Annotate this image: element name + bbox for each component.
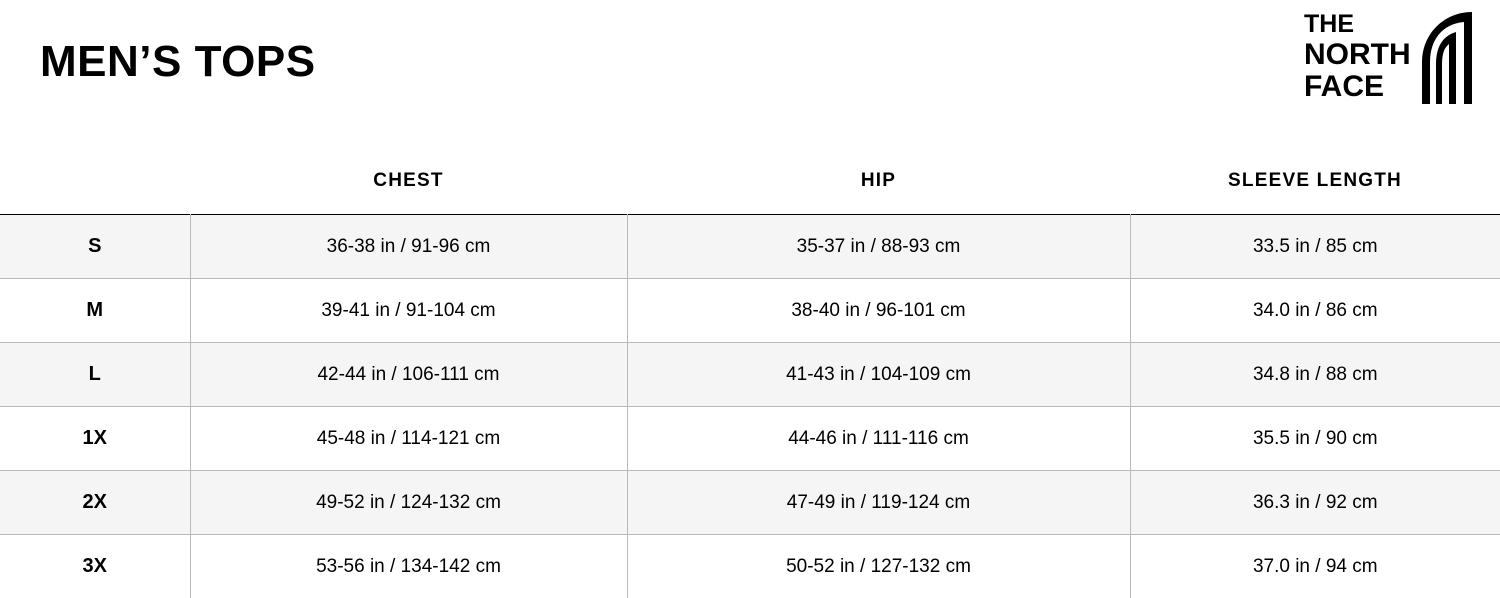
cell-sleeve: 34.0 in / 86 cm (1130, 279, 1500, 343)
cell-hip: 35-37 in / 88-93 cm (627, 215, 1130, 279)
cell-sleeve: 34.8 in / 88 cm (1130, 343, 1500, 407)
cell-chest: 45-48 in / 114-121 cm (190, 407, 627, 471)
column-header-chest: CHEST (190, 170, 627, 215)
column-header-sleeve-length: SLEEVE LENGTH (1130, 170, 1500, 215)
table-row (0, 471, 1500, 535)
page-title: MEN’S TOPS (40, 40, 316, 84)
cell-size: 2X (0, 471, 190, 535)
cell-sleeve: 36.3 in / 92 cm (1130, 471, 1500, 535)
table-row (0, 535, 1500, 598)
cell-sleeve: 37.0 in / 94 cm (1130, 535, 1500, 598)
cell-sleeve: 33.5 in / 85 cm (1130, 215, 1500, 279)
cell-size: M (0, 279, 190, 343)
svg-text:NORTH: NORTH (1304, 38, 1411, 71)
cell-size: 1X (0, 407, 190, 471)
cell-size: S (0, 215, 190, 279)
cell-sleeve: 35.5 in / 90 cm (1130, 407, 1500, 471)
cell-chest: 39-41 in / 91-104 cm (190, 279, 627, 343)
size-chart-table (0, 170, 1500, 598)
column-header-hip: HIP (627, 170, 1130, 215)
cell-chest: 36-38 in / 91-96 cm (190, 215, 627, 279)
table-row (0, 407, 1500, 471)
table-row (0, 343, 1500, 407)
column-header-size (0, 170, 190, 215)
cell-hip: 50-52 in / 127-132 cm (627, 535, 1130, 598)
svg-text:FACE: FACE (1304, 70, 1384, 103)
cell-size: L (0, 343, 190, 407)
table-row (0, 215, 1500, 279)
cell-chest: 53-56 in / 134-142 cm (190, 535, 627, 598)
table-header (0, 170, 1500, 215)
page-header (0, 0, 1500, 150)
the-north-face-logo (1304, 8, 1472, 104)
cell-chest: 49-52 in / 124-132 cm (190, 471, 627, 535)
table-row (0, 279, 1500, 343)
table-body (0, 215, 1500, 598)
table-header-row (0, 170, 1500, 215)
cell-hip: 41-43 in / 104-109 cm (627, 343, 1130, 407)
cell-hip: 47-49 in / 119-124 cm (627, 471, 1130, 535)
cell-hip: 44-46 in / 111-116 cm (627, 407, 1130, 471)
svg-text:THE: THE (1304, 10, 1354, 38)
cell-hip: 38-40 in / 96-101 cm (627, 279, 1130, 343)
cell-size: 3X (0, 535, 190, 598)
cell-chest: 42-44 in / 106-111 cm (190, 343, 627, 407)
